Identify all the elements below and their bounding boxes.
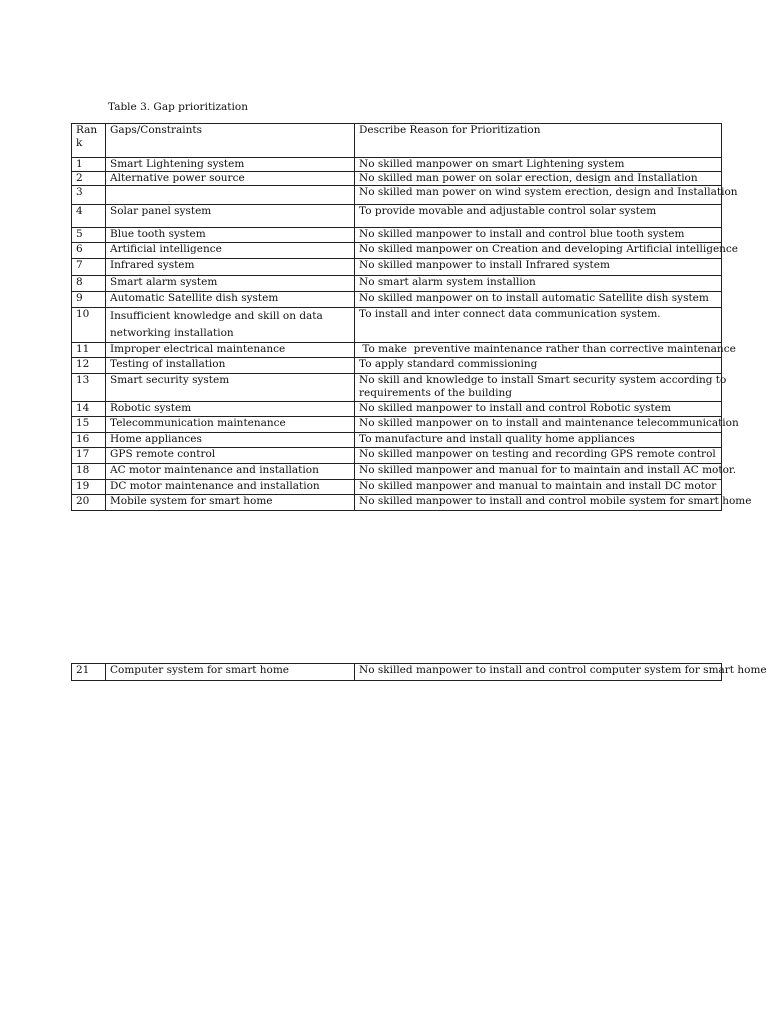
table-row — [72, 433, 722, 448]
rank-cell: 11 — [72, 343, 106, 358]
reason-cell: No skilled manpower to install and control blue tooth system — [355, 228, 722, 243]
gap-cell: Infrared system — [106, 259, 355, 276]
table-row — [72, 343, 722, 358]
table-row — [72, 276, 722, 292]
rank-cell: 10 — [72, 308, 106, 343]
reason-cell: No skilled manpower on testing and recording GPS remote control — [355, 448, 722, 464]
rank-cell: 16 — [72, 433, 106, 448]
table-row — [72, 417, 722, 433]
gap-cell: Home appliances — [106, 433, 355, 448]
table-row — [72, 158, 722, 172]
reason-cell: No smart alarm system installion — [355, 276, 722, 292]
gap-cell: Smart alarm system — [106, 276, 355, 292]
reason-cell: No skilled manpower and manual for to maintain and install AC motor. — [355, 464, 722, 480]
rank-cell: 7 — [72, 259, 106, 276]
reason-cell: No skilled manpower to install and control Robotic system — [355, 402, 722, 417]
gap-cell — [106, 186, 355, 205]
gap-cell: Telecommunication maintenance — [106, 417, 355, 433]
gap-cell: GPS remote control — [106, 448, 355, 464]
table-row — [72, 464, 722, 480]
rank-cell: 4 — [72, 205, 106, 228]
reason-cell: No skilled manpower on smart Lightening system — [355, 158, 722, 172]
table-row — [72, 292, 722, 308]
reason-cell: No skilled man power on wind system erection, design and Installation — [355, 186, 722, 205]
table-row — [72, 186, 722, 205]
rank-cell: 8 — [72, 276, 106, 292]
rank-cell: 21 — [72, 664, 106, 681]
gap-cell: Alternative power source — [106, 172, 355, 186]
gap-cell: Artificial intelligence — [106, 243, 355, 259]
rank-cell: 1 — [72, 158, 106, 172]
reason-cell: To manufacture and install quality home appliances — [355, 433, 722, 448]
gap-cell: Improper electrical maintenance — [106, 343, 355, 358]
rank-cell: 3 — [72, 186, 106, 205]
gap-cell: DC motor maintenance and installation — [106, 480, 355, 495]
gap-cell: Automatic Satellite dish system — [106, 292, 355, 308]
table-row — [72, 480, 722, 495]
table-row — [72, 448, 722, 464]
rank-cell: 9 — [72, 292, 106, 308]
gap-prioritization-table — [71, 123, 752, 511]
header-gaps: Gaps/Constraints — [106, 124, 355, 158]
table-row — [72, 402, 722, 417]
rank-cell: 5 — [72, 228, 106, 243]
reason-cell: No skilled man power on solar erection, design and Installation — [355, 172, 722, 186]
reason-cell: No skilled manpower on Creation and developing Artificial intelligence — [355, 243, 722, 259]
rank-cell: 20 — [72, 495, 106, 511]
rank-cell: 6 — [72, 243, 106, 259]
rank-cell: 19 — [72, 480, 106, 495]
reason-cell: To apply standard commissioning — [355, 358, 722, 374]
table-row — [72, 664, 722, 681]
reason-cell: No skill and knowledge to install Smart security system according to requirements of the building — [355, 374, 722, 402]
gap-cell: Solar panel system — [106, 205, 355, 228]
table-row — [72, 243, 722, 259]
reason-cell: No skilled manpower to install and control mobile system for smart home — [355, 495, 722, 511]
reason-cell: No skilled manpower to install and control computer system for smart home — [355, 664, 722, 681]
table-row — [72, 172, 722, 186]
reason-cell: No skilled manpower to install Infrared system — [355, 259, 722, 276]
table-row — [72, 228, 722, 243]
header-reason: Describe Reason for Prioritization — [355, 124, 722, 158]
table-caption: Table 3. Gap prioritization — [108, 101, 248, 113]
reason-cell: To install and inter connect data communication system. — [355, 308, 722, 343]
reason-cell: To make preventive maintenance rather than corrective maintenance — [355, 343, 722, 358]
rank-cell: 18 — [72, 464, 106, 480]
gap-cell: Testing of installation — [106, 358, 355, 374]
reason-cell: No skilled manpower on to install and maintenance telecommunication — [355, 417, 722, 433]
table-row — [72, 205, 722, 228]
gap-prioritization-table-continued — [71, 663, 767, 681]
header-rank: Ran k — [72, 124, 106, 158]
gap-cell: Computer system for smart home — [106, 664, 355, 681]
reason-cell: No skilled manpower on to install automatic Satellite dish system — [355, 292, 722, 308]
rank-cell: 15 — [72, 417, 106, 433]
gap-cell: Blue tooth system — [106, 228, 355, 243]
gap-cell: Smart security system — [106, 374, 355, 402]
gap-cell: Robotic system — [106, 402, 355, 417]
rank-cell: 13 — [72, 374, 106, 402]
gap-cell: Insufficient knowledge and skill on data networking installation — [106, 308, 355, 343]
reason-cell: To provide movable and adjustable control solar system — [355, 205, 722, 228]
rank-cell: 2 — [72, 172, 106, 186]
gap-cell: Smart Lightening system — [106, 158, 355, 172]
table-row — [72, 495, 722, 511]
table-row — [72, 358, 722, 374]
table-row — [72, 308, 722, 343]
gap-cell: AC motor maintenance and installation — [106, 464, 355, 480]
rank-cell: 17 — [72, 448, 106, 464]
gap-cell: Mobile system for smart home — [106, 495, 355, 511]
table-header-row — [72, 124, 722, 158]
table-row — [72, 259, 722, 276]
reason-cell: No skilled manpower and manual to maintain and install DC motor — [355, 480, 722, 495]
rank-cell: 14 — [72, 402, 106, 417]
table-row — [72, 374, 722, 402]
rank-cell: 12 — [72, 358, 106, 374]
